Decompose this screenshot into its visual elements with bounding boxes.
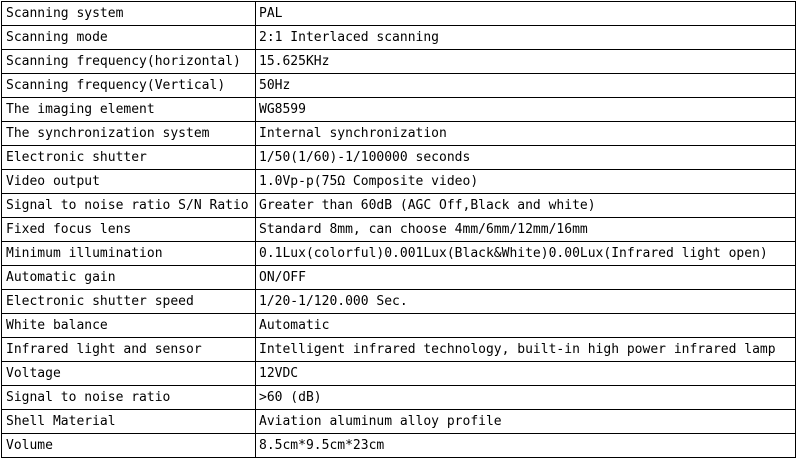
table-row xyxy=(2,50,796,74)
table-row xyxy=(2,74,796,98)
spec-label: Shell Material xyxy=(2,410,256,434)
spec-label: The imaging element xyxy=(2,98,256,122)
table-row xyxy=(2,362,796,386)
spec-label: Signal to noise ratio S/N Ratio xyxy=(2,194,256,218)
table-row xyxy=(2,386,796,410)
spec-value: Standard 8mm, can choose 4mm/6mm/12mm/16mm xyxy=(256,218,796,242)
table-row xyxy=(2,2,796,26)
spec-label: Signal to noise ratio xyxy=(2,386,256,410)
spec-label: Automatic gain xyxy=(2,266,256,290)
spec-value: 8.5cm*9.5cm*23cm xyxy=(256,434,796,458)
spec-value: 12VDC xyxy=(256,362,796,386)
spec-value: ON/OFF xyxy=(256,266,796,290)
spec-value: Aviation aluminum alloy profile xyxy=(256,410,796,434)
spec-label: Electronic shutter speed xyxy=(2,290,256,314)
spec-label: Scanning frequency(horizontal) xyxy=(2,50,256,74)
table-row xyxy=(2,290,796,314)
spec-value: >60 (dB) xyxy=(256,386,796,410)
spec-value: 2:1 Interlaced scanning xyxy=(256,26,796,50)
spec-table-body xyxy=(2,2,796,458)
table-row xyxy=(2,26,796,50)
table-row xyxy=(2,98,796,122)
spec-value: 50Hz xyxy=(256,74,796,98)
spec-value: Greater than 60dB (AGC Off,Black and white) xyxy=(256,194,796,218)
spec-value: Intelligent infrared technology, built-in high power infrared lamp xyxy=(256,338,796,362)
table-row xyxy=(2,146,796,170)
spec-label: Video output xyxy=(2,170,256,194)
table-row xyxy=(2,242,796,266)
spec-label: Voltage xyxy=(2,362,256,386)
spec-label: Electronic shutter xyxy=(2,146,256,170)
spec-value: Automatic xyxy=(256,314,796,338)
spec-label: Volume xyxy=(2,434,256,458)
spec-label: Fixed focus lens xyxy=(2,218,256,242)
table-row xyxy=(2,218,796,242)
spec-value: 1/50(1/60)-1/100000 seconds xyxy=(256,146,796,170)
spec-label: White balance xyxy=(2,314,256,338)
spec-value: 15.625KHz xyxy=(256,50,796,74)
spec-value: 1.0Vp-p(75Ω Composite video) xyxy=(256,170,796,194)
spec-label: The synchronization system xyxy=(2,122,256,146)
spec-value: Internal synchronization xyxy=(256,122,796,146)
table-row xyxy=(2,170,796,194)
spec-value: 0.1Lux(colorful)0.001Lux(Black&White)0.00Lux(Infrared light open) xyxy=(256,242,796,266)
spec-label: Infrared light and sensor xyxy=(2,338,256,362)
table-row xyxy=(2,314,796,338)
spec-label: Scanning system xyxy=(2,2,256,26)
spec-value: 1/20-1/120.000 Sec. xyxy=(256,290,796,314)
table-row xyxy=(2,266,796,290)
spec-table xyxy=(1,1,796,458)
spec-label: Minimum illumination xyxy=(2,242,256,266)
table-row xyxy=(2,338,796,362)
table-row xyxy=(2,434,796,458)
spec-value: PAL xyxy=(256,2,796,26)
spec-label: Scanning mode xyxy=(2,26,256,50)
spec-value: WG8599 xyxy=(256,98,796,122)
table-row xyxy=(2,410,796,434)
spec-label: Scanning frequency(Vertical) xyxy=(2,74,256,98)
table-row xyxy=(2,194,796,218)
table-row xyxy=(2,122,796,146)
